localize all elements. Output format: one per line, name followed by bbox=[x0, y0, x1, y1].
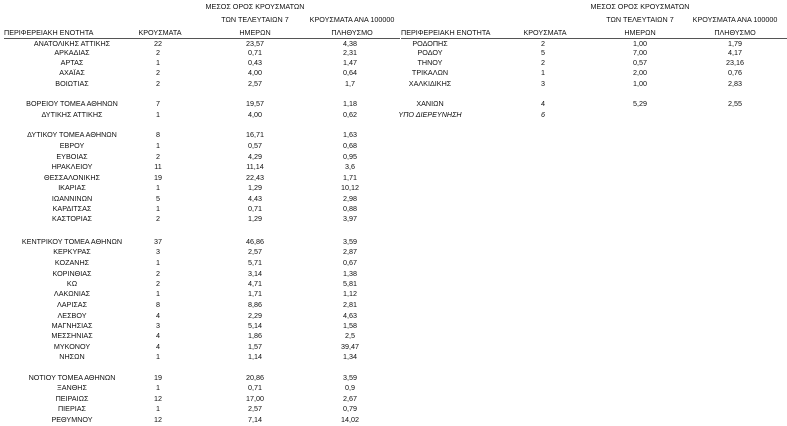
cell-cases: 7 bbox=[156, 99, 160, 108]
cell-avg: 2,00 bbox=[633, 68, 647, 77]
cell-per100k: 4,63 bbox=[343, 311, 357, 320]
cell-per100k: 2,67 bbox=[343, 394, 357, 403]
cell-per100k: 3,6 bbox=[345, 162, 355, 171]
cell-per100k: 1,79 bbox=[728, 39, 742, 48]
right-header-avg-3: ΗΜΕΡΩΝ bbox=[624, 28, 656, 37]
cell-avg: 2,57 bbox=[248, 404, 262, 413]
cell-cases: 3 bbox=[156, 321, 160, 330]
cell-cases: 2 bbox=[156, 48, 160, 57]
cell-per100k: 0,68 bbox=[343, 141, 357, 150]
cell-per100k: 5,81 bbox=[343, 279, 357, 288]
cell-cases: 8 bbox=[156, 130, 160, 139]
cell-region: ΒΟΡΕΙΟΥ ΤΟΜΕΑ ΑΘΗΝΩΝ bbox=[26, 99, 118, 108]
cell-per100k: 3,59 bbox=[343, 237, 357, 246]
cell-region: ΑΝΑΤΟΛΙΚΗΣ ΑΤΤΙΚΗΣ bbox=[33, 39, 111, 48]
left-header-avg-3: ΗΜΕΡΩΝ bbox=[239, 28, 271, 37]
cell-avg: 1,29 bbox=[248, 183, 262, 192]
cell-cases: 1 bbox=[156, 141, 160, 150]
cell-region: ΜΑΓΝΗΣΙΑΣ bbox=[51, 321, 93, 330]
cell-cases: 37 bbox=[154, 237, 162, 246]
cell-avg: 2,57 bbox=[248, 247, 262, 256]
cell-region: ΜΕΣΣΗΝΙΑΣ bbox=[51, 331, 93, 340]
cell-region: ΧΑΛΚΙΔΙΚΗΣ bbox=[408, 79, 452, 88]
cell-region: ΚΑΣΤΟΡΙΑΣ bbox=[52, 214, 92, 223]
cell-per100k: 23,16 bbox=[726, 58, 744, 67]
cell-per100k: 0,95 bbox=[343, 152, 357, 161]
cell-region: ΚΟΖΑΝΗΣ bbox=[54, 258, 90, 267]
cell-per100k: 1,47 bbox=[343, 58, 357, 67]
cell-avg: 4,43 bbox=[248, 194, 262, 203]
cell-per100k: 0,62 bbox=[343, 110, 357, 119]
cell-per100k: 0,76 bbox=[728, 68, 742, 77]
cell-cases: 4 bbox=[156, 331, 160, 340]
cell-per100k: 2,31 bbox=[343, 48, 357, 57]
cell-avg: 2,29 bbox=[248, 311, 262, 320]
cell-region: ΠΙΕΡΙΑΣ bbox=[57, 404, 87, 413]
cell-region: ΡΟΔΟΠΗΣ bbox=[412, 39, 448, 48]
left-header-per100k-2: ΠΛΗΘΥΣΜΟ bbox=[331, 28, 373, 37]
cell-per100k: 1,71 bbox=[343, 173, 357, 182]
cell-avg: 11,14 bbox=[246, 162, 264, 171]
cell-cases: 4 bbox=[541, 99, 545, 108]
cell-per100k: 0,88 bbox=[343, 204, 357, 213]
cell-avg: 1,71 bbox=[248, 289, 262, 298]
cell-cases: 8 bbox=[156, 300, 160, 309]
left-header-per100k-1: ΚΡΟΥΣΜΑΤΑ ΑΝΑ 100000 bbox=[309, 15, 395, 24]
cell-cases: 1 bbox=[541, 68, 545, 77]
cell-region: ΛΕΣΒΟΥ bbox=[57, 311, 87, 320]
cell-region: ΔΥΤΙΚΟΥ ΤΟΜΕΑ ΑΘΗΝΩΝ bbox=[27, 130, 117, 139]
cell-cases: 1 bbox=[156, 352, 160, 361]
cell-cases: 19 bbox=[154, 373, 162, 382]
cell-avg: 1,14 bbox=[248, 352, 262, 361]
cell-per100k: 3,97 bbox=[343, 214, 357, 223]
cell-avg: 22,43 bbox=[246, 173, 264, 182]
cell-region: ΑΡΚΑΔΙΑΣ bbox=[54, 48, 90, 57]
cell-region: ΛΑΚΩΝΙΑΣ bbox=[53, 289, 91, 298]
cell-per100k: 1,18 bbox=[343, 99, 357, 108]
cell-cases: 19 bbox=[154, 173, 162, 182]
cell-region: ΘΕΣΣΑΛΟΝΙΚΗΣ bbox=[44, 173, 100, 182]
cell-region: ΥΠΟ ΔΙΕΡΕΥΝΗΣΗ bbox=[398, 110, 462, 119]
cell-cases: 6 bbox=[541, 110, 545, 119]
cell-avg: 1,57 bbox=[248, 342, 262, 351]
cell-cases: 5 bbox=[156, 194, 160, 203]
cell-avg: 1,00 bbox=[633, 39, 647, 48]
cell-per100k: 14,02 bbox=[341, 415, 359, 424]
left-header-cases: ΚΡΟΥΣΜΑΤΑ bbox=[138, 28, 182, 37]
cell-cases: 5 bbox=[541, 48, 545, 57]
cell-cases: 2 bbox=[156, 214, 160, 223]
cell-region: ΜΥΚΟΝΟΥ bbox=[53, 342, 91, 351]
cell-per100k: 1,38 bbox=[343, 269, 357, 278]
cell-avg: 46,86 bbox=[246, 237, 264, 246]
cell-per100k: 10,12 bbox=[341, 183, 359, 192]
cell-avg: 4,00 bbox=[248, 68, 262, 77]
right-header-cases: ΚΡΟΥΣΜΑΤΑ bbox=[523, 28, 567, 37]
cell-cases: 1 bbox=[156, 383, 160, 392]
cell-cases: 2 bbox=[541, 39, 545, 48]
cell-cases: 1 bbox=[156, 404, 160, 413]
left-header-avg-1: ΜΕΣΟΣ ΟΡΟΣ ΚΡΟΥΣΜΑΤΩΝ bbox=[205, 2, 305, 11]
cell-avg: 2,57 bbox=[248, 79, 262, 88]
left-header-avg-2: ΤΩΝ ΤΕΛΕΥΤΑΙΩΝ 7 bbox=[221, 15, 289, 24]
cell-region: ΡΕΘΥΜΝΟΥ bbox=[51, 415, 93, 424]
cell-per100k: 3,59 bbox=[343, 373, 357, 382]
cell-per100k: 1,34 bbox=[343, 352, 357, 361]
cell-avg: 0,71 bbox=[248, 204, 262, 213]
cell-region: ΚΟΡΙΝΘΙΑΣ bbox=[52, 269, 92, 278]
cell-cases: 12 bbox=[154, 394, 162, 403]
cell-per100k: 2,87 bbox=[343, 247, 357, 256]
cell-avg: 5,29 bbox=[633, 99, 647, 108]
cell-region: ΕΥΒΟΙΑΣ bbox=[56, 152, 88, 161]
cell-cases: 2 bbox=[156, 269, 160, 278]
cell-per100k: 39,47 bbox=[341, 342, 359, 351]
right-header-region: ΠΕΡΙΦΕΡΕΙΑΚΗ ΕΝΟΤΗΤΑ bbox=[401, 28, 491, 37]
cell-region: ΗΡΑΚΛΕΙΟΥ bbox=[51, 162, 93, 171]
cell-avg: 20,86 bbox=[246, 373, 264, 382]
cell-avg: 0,57 bbox=[633, 58, 647, 67]
cell-cases: 2 bbox=[156, 79, 160, 88]
cell-per100k: 1,58 bbox=[343, 321, 357, 330]
right-header-avg-1: ΜΕΣΟΣ ΟΡΟΣ ΚΡΟΥΣΜΑΤΩΝ bbox=[590, 2, 690, 11]
cell-avg: 4,29 bbox=[248, 152, 262, 161]
cell-avg: 0,71 bbox=[248, 383, 262, 392]
left-header-region: ΠΕΡΙΦΕΡΕΙΑΚΗ ΕΝΟΤΗΤΑ bbox=[4, 28, 94, 37]
cell-avg: 5,14 bbox=[248, 321, 262, 330]
cell-per100k: 0,67 bbox=[343, 258, 357, 267]
cell-per100k: 0,79 bbox=[343, 404, 357, 413]
cell-per100k: 1,63 bbox=[343, 130, 357, 139]
cell-region: ΝΟΤΙΟΥ ΤΟΜΕΑ ΑΘΗΝΩΝ bbox=[28, 373, 116, 382]
cell-region: ΡΟΔΟΥ bbox=[417, 48, 443, 57]
cell-per100k: 0,64 bbox=[343, 68, 357, 77]
cell-avg: 17,00 bbox=[246, 394, 264, 403]
cell-region: ΤΗΝΟΥ bbox=[417, 58, 443, 67]
cell-region: ΒΟΙΩΤΙΑΣ bbox=[55, 79, 89, 88]
cell-region: ΤΡΙΚΑΛΩΝ bbox=[411, 68, 449, 77]
cell-per100k: 1,7 bbox=[345, 79, 355, 88]
cell-region: ΚΕΝΤΡΙΚΟΥ ΤΟΜΕΑ ΑΘΗΝΩΝ bbox=[21, 237, 123, 246]
cell-cases: 1 bbox=[156, 204, 160, 213]
cell-cases: 12 bbox=[154, 415, 162, 424]
cell-cases: 4 bbox=[156, 311, 160, 320]
cell-region: ΕΒΡΟΥ bbox=[59, 141, 85, 150]
cell-avg: 19,57 bbox=[246, 99, 264, 108]
cell-avg: 5,71 bbox=[248, 258, 262, 267]
cell-cases: 2 bbox=[541, 58, 545, 67]
cell-region: ΚΕΡΚΥΡΑΣ bbox=[53, 247, 91, 256]
cell-region: ΚΑΡΔΙΤΣΑΣ bbox=[52, 204, 92, 213]
cell-per100k: 4,38 bbox=[343, 39, 357, 48]
cell-cases: 2 bbox=[156, 279, 160, 288]
right-header-per100k-2: ΠΛΗΘΥΣΜΟ bbox=[714, 28, 756, 37]
cell-avg: 1,29 bbox=[248, 214, 262, 223]
cell-region: ΛΑΡΙΣΑΣ bbox=[56, 300, 88, 309]
cell-per100k: 1,12 bbox=[343, 289, 357, 298]
cell-cases: 3 bbox=[156, 247, 160, 256]
cell-cases: 22 bbox=[154, 39, 162, 48]
cell-region: ΚΩ bbox=[66, 279, 78, 288]
cell-region: ΧΑΝΙΩΝ bbox=[416, 99, 444, 108]
cell-avg: 3,14 bbox=[248, 269, 262, 278]
cell-per100k: 2,98 bbox=[343, 194, 357, 203]
cell-region: ΙΩΑΝΝΙΝΩΝ bbox=[51, 194, 93, 203]
cell-per100k: 0,9 bbox=[345, 383, 355, 392]
cell-cases: 2 bbox=[156, 68, 160, 77]
cell-avg: 4,00 bbox=[248, 110, 262, 119]
cell-avg: 1,00 bbox=[633, 79, 647, 88]
cell-region: ΝΗΣΩΝ bbox=[59, 352, 85, 361]
cell-region: ΑΧΑΪΑΣ bbox=[59, 68, 85, 77]
right-header-avg-2: ΤΩΝ ΤΕΛΕΥΤΑΙΩΝ 7 bbox=[606, 15, 674, 24]
cell-region: ΑΡΤΑΣ bbox=[60, 58, 84, 67]
cell-per100k: 2,81 bbox=[343, 300, 357, 309]
cell-avg: 4,71 bbox=[248, 279, 262, 288]
cell-cases: 1 bbox=[156, 183, 160, 192]
cell-region: ΞΑΝΘΗΣ bbox=[57, 383, 87, 392]
cell-cases: 3 bbox=[541, 79, 545, 88]
cell-avg: 0,43 bbox=[248, 58, 262, 67]
cell-avg: 1,86 bbox=[248, 331, 262, 340]
cell-avg: 0,71 bbox=[248, 48, 262, 57]
cell-region: ΙΚΑΡΙΑΣ bbox=[58, 183, 86, 192]
cell-avg: 23,57 bbox=[246, 39, 264, 48]
cell-region: ΔΥΤΙΚΗΣ ΑΤΤΙΚΗΣ bbox=[41, 110, 103, 119]
cell-avg: 7,00 bbox=[633, 48, 647, 57]
cell-region: ΠΕΙΡΑΙΩΣ bbox=[55, 394, 89, 403]
cell-per100k: 2,5 bbox=[345, 331, 355, 340]
cell-avg: 16,71 bbox=[246, 130, 264, 139]
cell-avg: 0,57 bbox=[248, 141, 262, 150]
cell-avg: 8,86 bbox=[248, 300, 262, 309]
cell-cases: 4 bbox=[156, 342, 160, 351]
cell-cases: 11 bbox=[154, 162, 162, 171]
cell-cases: 1 bbox=[156, 289, 160, 298]
cell-per100k: 2,83 bbox=[728, 79, 742, 88]
cell-per100k: 4,17 bbox=[728, 48, 742, 57]
cell-cases: 2 bbox=[156, 152, 160, 161]
right-header-per100k-1: ΚΡΟΥΣΜΑΤΑ ΑΝΑ 100000 bbox=[692, 15, 778, 24]
cell-cases: 1 bbox=[156, 258, 160, 267]
cell-cases: 1 bbox=[156, 58, 160, 67]
cell-cases: 1 bbox=[156, 110, 160, 119]
cell-avg: 7,14 bbox=[248, 415, 262, 424]
cell-per100k: 2,55 bbox=[728, 99, 742, 108]
